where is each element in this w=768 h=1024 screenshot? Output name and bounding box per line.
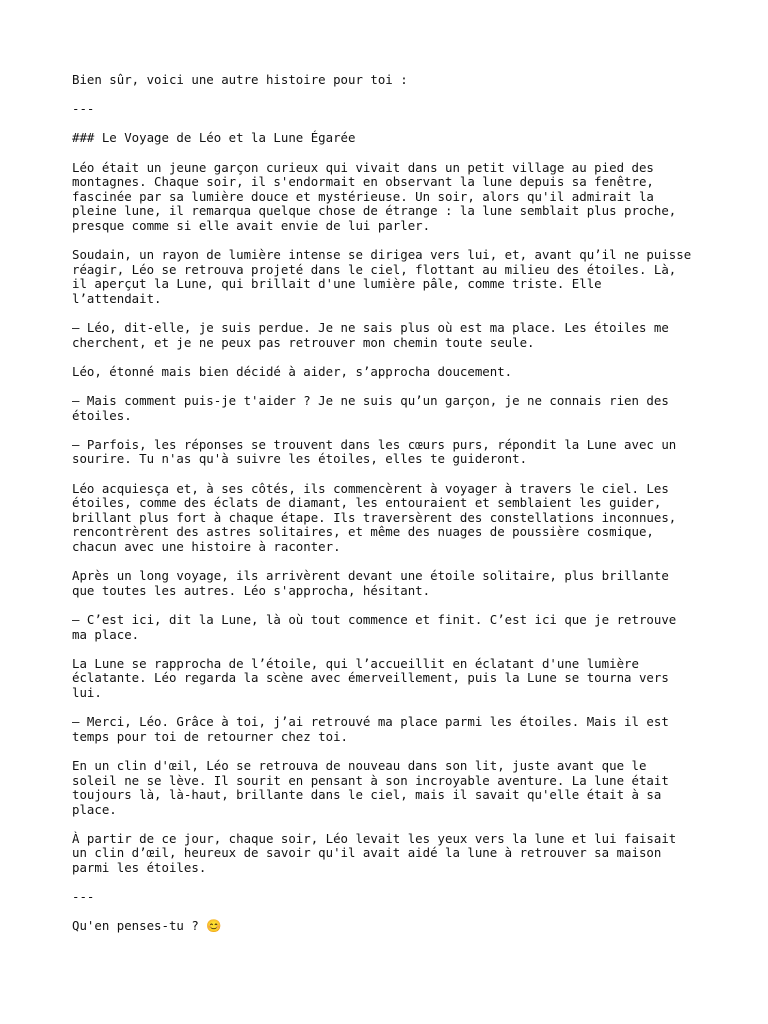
paragraph: Après un long voyage, ils arrivèrent devant une étoile solitaire, plus brillante que toutes les autres. Léo s'approcha, hésitant.	[72, 568, 669, 598]
paragraph: À partir de ce jour, chaque soir, Léo levait les yeux vers la lune et lui faisait un clin d’œil, heureux de savoir qu'il avait aidé la lune à retrouver sa maison parmi les étoiles.	[72, 830, 677, 876]
paragraph: – Léo, dit-elle, je suis perdue. Je ne sais plus où est ma place. Les étoiles me cherchent, et je ne peux pas retrouver mon chemin toute seule.	[72, 320, 669, 350]
paragraph: Léo, étonné mais bien décidé à aider, s’approcha doucement.	[72, 363, 513, 379]
paragraph: La Lune se rapprocha de l’étoile, qui l’accueillit en éclatant d'une lumière éclatante. Léo regarda la scène avec émerveillement, puis la Lune se tourna vers lui.	[72, 655, 669, 700]
document-body	[72, 73, 708, 934]
paragraph: – Mais comment puis-je t'aider ? Je ne suis qu’un garçon, je ne connais rien des étoiles.	[72, 393, 669, 423]
paragraph: Léo acquiesça et, à ses côtés, ils commencèrent à voyager à travers le ciel. Les étoiles, comme des éclats de diamant, les entouraient et semblaient les guider, brillant plus fort à chaque étape. Ils traversèrent des constellations inconnues, rencontrèrent des astres solitaires, et même des nuages de poussière cosmique, chacun avec une histoire à raconter.	[72, 480, 677, 554]
story-heading: ### Le Voyage de Léo et la Lune Égarée	[72, 130, 356, 146]
paragraph: – Merci, Léo. Grâce à toi, j’ai retrouvé ma place parmi les étoiles. Mais il est temps pour toi de retourner chez toi.	[72, 714, 669, 744]
paragraph: Soudain, un rayon de lumière intense se dirigea vers lui, et, avant qu’il ne puisse réagir, Léo se retrouva projeté dans le ciel, flottant au milieu des étoiles. Là, il aperçut la Lune, qui brillait d'une lumière pâle, comme triste. Elle l’attendait.	[72, 247, 692, 306]
intro-text: Bien sûr, voici une autre histoire pour toi :	[72, 72, 408, 87]
paragraph: – C’est ici, dit la Lune, là où tout commence et finit. C’est ici que je retrouve ma place.	[72, 611, 677, 642]
separator-top: ---	[72, 101, 95, 117]
paragraph: En un clin d'œil, Léo se retrouva de nouveau dans son lit, juste avant que le soleil ne se lève. Il sourit en pensant à son incroyable aventure. La lune était toujours là, là-haut, brillante dans le ciel, mais il savait qu'elle était à sa place.	[72, 757, 669, 817]
separator-bottom: ---	[72, 889, 95, 905]
paragraph: – Parfois, les réponses se trouvent dans les cœurs purs, répondit la Lune avec un sourire. Tu n'as qu'à suivre les étoiles, elles te guideront.	[72, 436, 677, 467]
paragraph: Léo était un jeune garçon curieux qui vivait dans un petit village au pied des montagnes. Chaque soir, il s'endormait en observant la lune depuis sa fenêtre, fascinée par sa lumière douce et mystérieuse. Un soir, alors qu'il admirait la pleine lune, il remarqua quelque chose de étrange : la lune semblait plus proche, presque comme si elle avait envie de lui parler.	[72, 159, 677, 233]
closing-text: Qu'en penses-tu ? 😊	[72, 918, 222, 934]
